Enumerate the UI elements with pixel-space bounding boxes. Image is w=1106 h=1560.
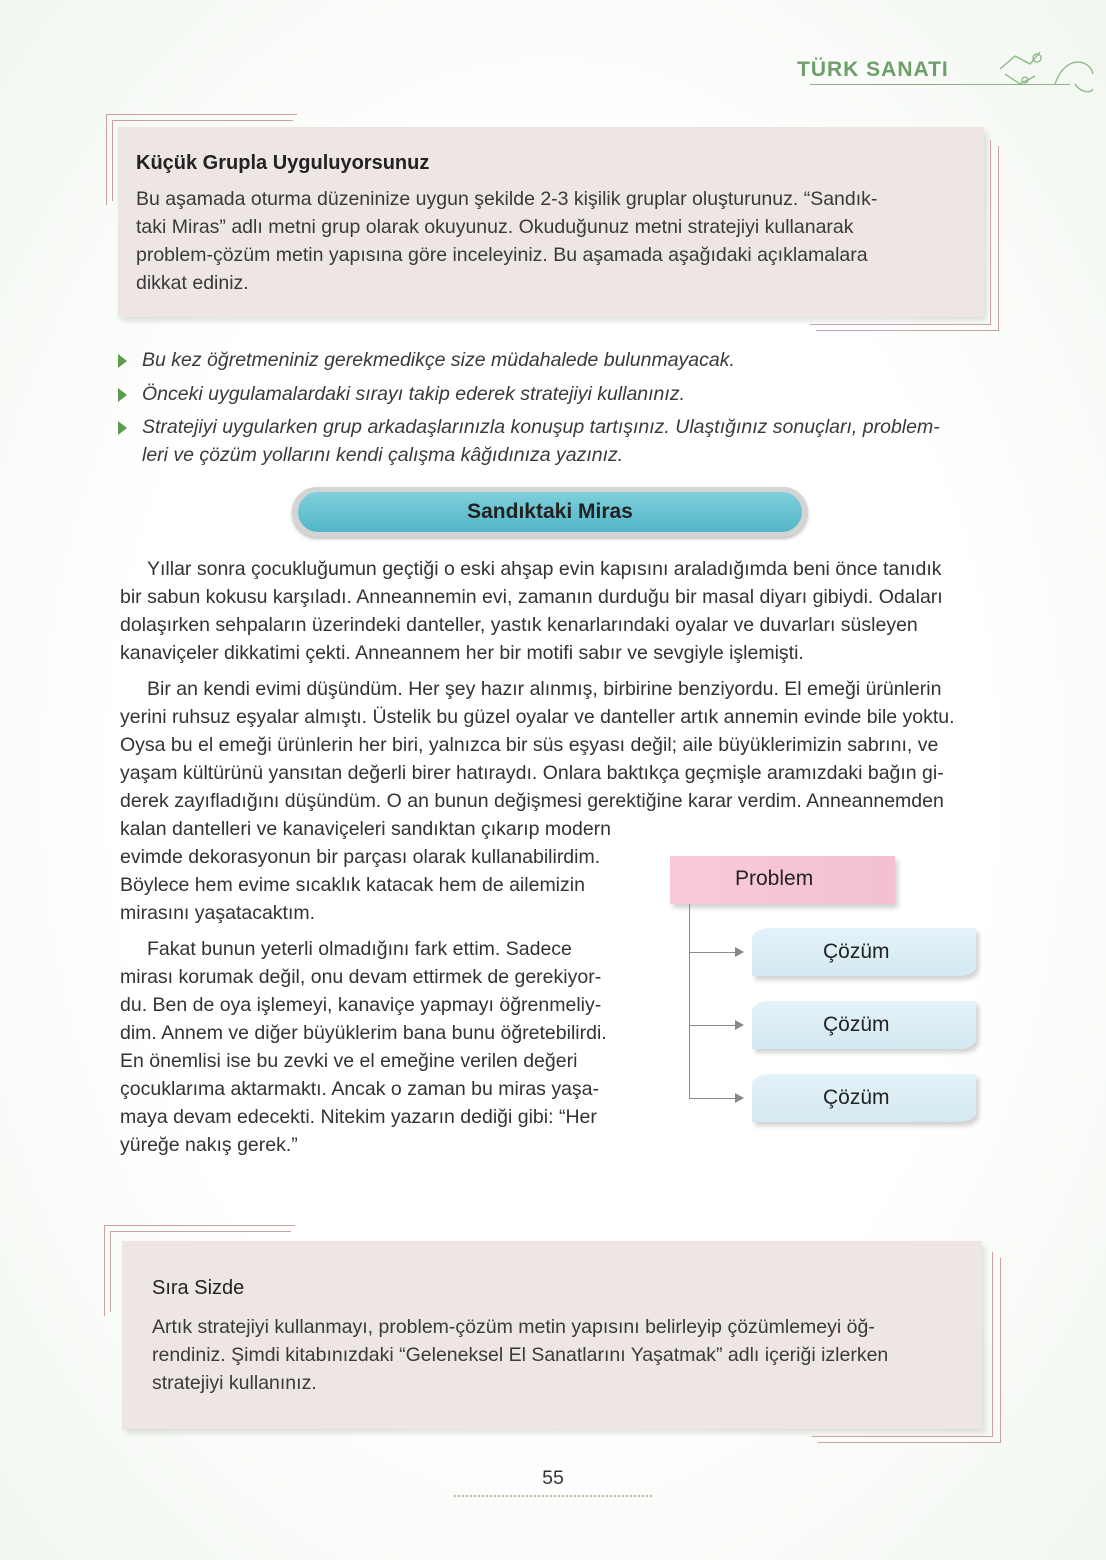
text-line: derek zayıfladığını düşündüm. O an bunun değişmesi gerektiğine karar verdim. Anneannemden (120, 790, 944, 812)
text-line: Bu aşamada oturma düzeninize uygun şekilde 2-3 kişilik gruplar oluşturunuz. “Sandık- (136, 188, 878, 210)
arrow-right-icon (735, 1093, 744, 1103)
text-line: yerini ruhsuz eşyalar almıştı. Üstelik bu güzel oyalar ve danteller artık annemin evinde bile yoktu. (120, 706, 955, 728)
diagram-branch (689, 952, 741, 953)
bullet-item (118, 380, 988, 408)
text-line: bir sabun kokusu karşıladı. Anneannemin evi, zamanın durduğu bir masal diyarı gibiydi. Odaları (120, 586, 943, 608)
story-paragraph-3 (120, 935, 640, 1159)
bullet-text (142, 413, 988, 469)
text-line: En önemlisi ise bu zevki ve el emeğine verilen değeri (120, 1050, 578, 1072)
story-paragraph-2 (120, 675, 986, 815)
text-line: leri ve çözüm yollarını kendi çalışma kâğıdınıza yazınız. (142, 444, 624, 466)
group-box-text (136, 185, 958, 297)
text-line: kanaviçeler dikkatimi çekti. Anneannem her bir motifi sabır ve sevgiyle işlemişti. (120, 642, 804, 664)
text-line: rendiniz. Şimdi kitabınızdaki “Geleneksel El Sanatlarını Yaşatmak” adlı içeriği izlerken (152, 1344, 889, 1366)
text-line: maya devam edecekti. Nitekim yazarın dediği gibi: “Her (120, 1106, 597, 1128)
solution-label: Çözüm (823, 1086, 890, 1109)
ornament-icon (995, 44, 1095, 99)
text-line: Fakat bunun yeterli olmadığını fark ettim. Sadece (147, 938, 572, 960)
story-paragraph-1 (120, 555, 986, 667)
text-line: Stratejiyi uygularken grup arkadaşlarınızla konuşup tartışınız. Ulaştığınız sonuçları, problem- (142, 416, 940, 438)
text-line: yaşam kültürünü yansıtan değerli birer hatıraydı. Onlara baktıkça geçmişle aramızdaki bağın gi- (120, 762, 944, 784)
page-number: 55 (542, 1467, 564, 1489)
text-line: Oysa bu el emeği ürünlerin her biri, yalnızca bir süs eşyası değil; aile büyüklerimizin sabrını, ve (120, 734, 939, 756)
bullet-arrow-icon (118, 354, 127, 368)
bullet-text: Bu kez öğretmeniniz gerekmedikçe size müdahalede bulunmayacak. (142, 349, 735, 371)
text-line: mirası korumak değil, onu devam ettirmek de gerekiyor- (120, 966, 602, 988)
text-line: Artık stratejiyi kullanmayı, problem-çözüm metin yapısını belirleyip çözümlemeyi öğ- (152, 1316, 875, 1338)
group-box-title: Küçük Grupla Uyguluyorsunuz (136, 152, 430, 174)
story-paragraph-2-continued (120, 815, 640, 927)
text-line: kalan dantelleri ve kanaviçeleri sandıktan çıkarıp modern (120, 818, 612, 840)
text-line: evimde dekorasyonun bir parçası olarak kullanabilirdim. (120, 846, 601, 868)
diagram-branch (689, 1025, 741, 1026)
text-line: stratejiyi kullanınız. (152, 1372, 317, 1394)
text-line: Böylece hem evime sıcaklık katacak hem de ailemizin (120, 874, 585, 896)
text-line: yüreğe nakış gerek.” (120, 1134, 298, 1156)
text-line: dikkat ediniz. (136, 272, 249, 294)
arrow-right-icon (735, 947, 744, 957)
text-line: mirasını yaşatacaktım. (120, 902, 316, 924)
diagram-branch (689, 1098, 741, 1099)
bullet-text: Önceki uygulamalardaki sırayı takip ederek stratejiyi kullanınız. (142, 383, 685, 405)
text-line: dim. Annem ve diğer büyüklerim bana bunu öğretebilirdi. (120, 1022, 607, 1044)
text-line: Yıllar sonra çocukluğumun geçtiği o eski ahşap evin kapısını araladığımda beni önce tanıdık (147, 558, 942, 580)
section-title: TÜRK SANATI (797, 58, 949, 81)
problem-label: Problem (735, 867, 814, 890)
bullet-item (118, 413, 988, 469)
your-turn-text (152, 1313, 947, 1397)
text-line: du. Ben de oya işlemeyi, kanaviçe yapmayı öğrenmeliy- (120, 994, 602, 1016)
footer-dotted-rule (453, 1494, 653, 1498)
solution-label: Çözüm (823, 1013, 890, 1036)
your-turn-title: Sıra Sizde (152, 1277, 245, 1299)
bullet-arrow-icon (118, 421, 127, 435)
bullet-arrow-icon (118, 388, 127, 402)
solution-label: Çözüm (823, 940, 890, 963)
diagram-connector (689, 904, 690, 1099)
bullet-item (118, 346, 988, 374)
story-title: Sandıktaki Miras (298, 492, 802, 532)
text-line: çocuklarıma aktarmaktı. Ancak o zaman bu miras yaşa- (120, 1078, 600, 1100)
text-line: taki Miras” adlı metni grup olarak okuyunuz. Okuduğunuz metni stratejiyi kullanarak (136, 216, 854, 238)
text-line: dolaşırken sehpaların üzerindeki danteller, yastık kenarlarındaki oyalar ve duvarları süsleyen (120, 614, 918, 636)
arrow-right-icon (735, 1020, 744, 1030)
text-line: Bir an kendi evimi düşündüm. Her şey hazır alınmış, birbirine benziyordu. El emeği ürünlerin (147, 678, 942, 700)
text-line: problem-çözüm metin yapısına göre inceleyiniz. Bu aşamada aşağıdaki açıklamalara (136, 244, 868, 266)
